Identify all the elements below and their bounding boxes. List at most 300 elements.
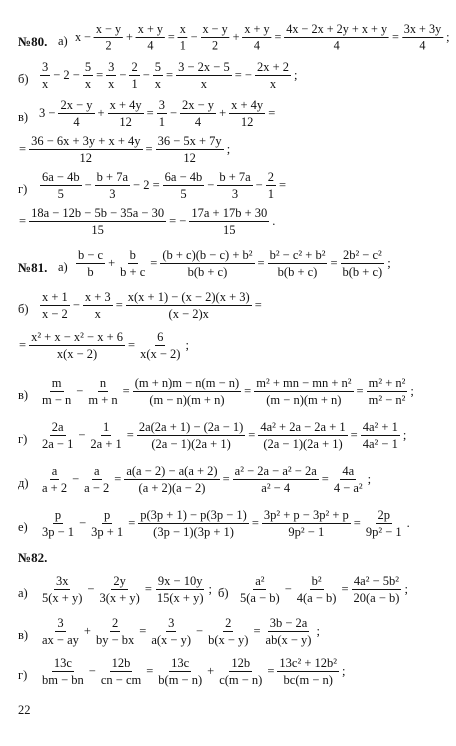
denominator: 2a + 1 xyxy=(90,437,122,451)
fraction xyxy=(137,420,245,451)
denominator: 4 xyxy=(253,38,261,53)
math-text: = xyxy=(122,384,130,398)
numerator: p xyxy=(104,508,111,522)
denominator: m + n xyxy=(88,393,118,407)
numerator: (b + c)(b − c) + b² xyxy=(162,248,253,262)
numerator: 4x − 2x + 2y + x + y xyxy=(286,22,388,37)
denominator: m² − n² xyxy=(368,393,406,407)
fraction xyxy=(233,464,319,495)
equation xyxy=(38,656,347,687)
math-text: = xyxy=(114,472,122,486)
math-text: = xyxy=(115,298,123,312)
math-text: − xyxy=(255,178,263,192)
denominator: x xyxy=(108,77,115,91)
fraction xyxy=(126,290,252,321)
numerator: b xyxy=(129,248,136,262)
numerator: 6a − 4b xyxy=(164,170,203,184)
numerator: 18a − 12b − 5b − 35a − 30 xyxy=(31,206,165,220)
fraction xyxy=(124,464,219,495)
denominator: 1 xyxy=(179,38,186,53)
numerator: b + 7a xyxy=(219,170,251,184)
part-label: г) xyxy=(18,182,28,196)
denominator: x xyxy=(200,77,208,91)
numerator: a xyxy=(51,464,58,478)
fraction xyxy=(155,574,206,605)
math-text: − xyxy=(207,178,215,192)
numerator: 6a − 4b xyxy=(42,170,80,184)
math-text: − xyxy=(119,68,127,82)
equation xyxy=(38,98,276,129)
math-text: − xyxy=(76,384,84,398)
denominator: 1 xyxy=(158,115,165,129)
fraction xyxy=(217,656,264,687)
fraction xyxy=(94,616,136,647)
denominator: 4 xyxy=(333,38,340,53)
part-label: в) xyxy=(18,388,29,402)
numerator: x + y xyxy=(244,22,270,37)
math-text: ; xyxy=(316,624,320,638)
numerator: 3b − 2a xyxy=(269,616,308,630)
math-text: = xyxy=(253,624,261,638)
math-text: − 2 = xyxy=(133,178,160,192)
math-text: + xyxy=(232,30,240,44)
equation xyxy=(38,290,263,321)
math-text: ; xyxy=(402,428,407,442)
part-label: в) xyxy=(18,628,29,642)
math-text: = − xyxy=(234,68,252,82)
denominator: 3 xyxy=(109,187,116,201)
fraction xyxy=(88,420,123,451)
fraction xyxy=(156,656,204,687)
math-text: = xyxy=(353,516,361,530)
numerator: x + 1 xyxy=(42,290,68,304)
denominator: 9p² − 1 xyxy=(288,525,325,539)
math-text: − xyxy=(142,68,150,82)
numerator: 3 xyxy=(158,98,165,112)
numerator: 3 xyxy=(168,616,175,630)
numerator: 3 xyxy=(108,60,115,74)
math-text: − xyxy=(78,428,86,442)
fraction xyxy=(176,60,232,91)
fraction xyxy=(217,170,252,201)
fraction xyxy=(136,22,165,52)
math-text: = xyxy=(19,142,27,156)
equation xyxy=(38,574,213,605)
denominator: b(b + c) xyxy=(277,265,318,279)
fraction xyxy=(163,170,205,201)
denominator: b(x − y) xyxy=(208,633,249,647)
equation xyxy=(38,420,407,451)
denominator: 5 xyxy=(57,187,64,201)
equation xyxy=(18,206,276,237)
numerator: a² xyxy=(255,574,265,588)
equation xyxy=(18,134,231,165)
denominator: 5 xyxy=(180,187,187,201)
numerator: m xyxy=(51,376,62,390)
fraction xyxy=(133,376,241,407)
denominator: 5(a − b) xyxy=(240,591,280,605)
fraction xyxy=(40,656,86,687)
denominator: 15 xyxy=(91,223,104,237)
math-text: + xyxy=(97,106,105,120)
numerator: n xyxy=(99,376,107,390)
fraction xyxy=(160,248,254,279)
denominator: ax − ay xyxy=(42,633,79,647)
fraction xyxy=(40,60,50,91)
denominator: 3p − 1 xyxy=(42,525,75,539)
denominator: 4 xyxy=(419,38,426,53)
denominator: 9p² − 1 xyxy=(365,525,402,539)
denominator: x(x − 2) xyxy=(56,347,98,361)
fraction xyxy=(83,290,113,321)
fraction xyxy=(268,248,328,279)
numerator: m² + n² xyxy=(368,376,406,390)
part-label: а) xyxy=(18,586,28,600)
denominator: (2a − 1)(2a + 1) xyxy=(263,437,343,451)
numerator: 4a² + 2a − 2a + 1 xyxy=(260,420,346,434)
fraction xyxy=(95,170,130,201)
numerator: 9x − 10y xyxy=(157,574,203,588)
numerator: 3x + 3y xyxy=(403,22,442,37)
math-text: = xyxy=(167,30,175,44)
denominator: (m − n)(m + n) xyxy=(266,393,342,407)
math-text: = xyxy=(278,178,287,192)
part-label: г) xyxy=(18,668,28,682)
numerator: x + 4y xyxy=(231,98,264,112)
math-text: . xyxy=(406,516,410,530)
denominator: bm − bn xyxy=(42,673,84,687)
denominator: b(b + c) xyxy=(187,265,228,279)
denominator: x − 2 xyxy=(42,307,68,321)
denominator: 4(a − b) xyxy=(296,591,337,605)
numerator: a² − 2a − a² − 2a xyxy=(234,464,317,478)
fraction xyxy=(40,508,76,539)
numerator: 36 − 6x + 3y + x + 4y xyxy=(31,134,141,148)
numerator: 4a² − 5b² xyxy=(353,574,400,588)
math-text: = xyxy=(166,68,174,82)
math-text: = xyxy=(254,298,262,312)
math-text: x − xyxy=(74,30,92,44)
numerator: (m + n)m − n(m − n) xyxy=(134,376,240,390)
denominator: a − 2 xyxy=(84,481,110,495)
denominator: a(x − y) xyxy=(151,633,192,647)
fraction xyxy=(262,508,351,539)
fraction xyxy=(361,420,400,451)
math-text: − xyxy=(79,516,87,530)
fraction xyxy=(82,464,111,495)
math-text: = xyxy=(19,214,27,228)
math-text: = xyxy=(145,142,153,156)
fraction xyxy=(364,508,404,539)
denominator: 12 xyxy=(79,151,93,165)
numerator: 3 − 2x − 5 xyxy=(178,60,230,74)
part-label: б) xyxy=(218,586,229,600)
denominator: m − n xyxy=(42,393,72,407)
denominator: c(m − n) xyxy=(219,673,263,687)
math-text: = − xyxy=(169,214,187,228)
math-text: ; xyxy=(226,142,231,156)
numerator: x xyxy=(179,22,186,37)
equation xyxy=(38,464,372,495)
equation xyxy=(74,22,450,52)
math-text: ; xyxy=(410,384,414,398)
problem-number: №80. xyxy=(18,34,48,49)
fraction xyxy=(108,98,144,129)
denominator: 1 xyxy=(131,77,138,91)
denominator: (a + 2)(a − 2) xyxy=(138,481,206,495)
math-text: 3 − xyxy=(39,106,56,120)
fraction xyxy=(99,656,143,687)
numerator: b² − c² + b² xyxy=(269,248,326,262)
denominator: 2 xyxy=(212,38,219,53)
numerator: x − y xyxy=(202,22,228,37)
math-text: = xyxy=(19,338,27,352)
fraction xyxy=(295,574,339,605)
denominator: 15 xyxy=(223,223,236,237)
fraction xyxy=(29,134,142,165)
numerator: x + 3 xyxy=(84,290,111,304)
denominator: 3(x + y) xyxy=(99,591,140,605)
math-text: ; xyxy=(294,68,298,82)
numerator: 3p² + p − 3p² + p xyxy=(263,508,349,522)
math-text: = xyxy=(128,516,136,530)
fraction xyxy=(40,376,73,407)
fraction xyxy=(238,574,282,605)
numerator: 12b xyxy=(231,656,251,670)
fraction xyxy=(58,98,94,129)
fraction xyxy=(277,656,339,687)
math-text: + xyxy=(83,624,91,638)
fraction xyxy=(189,206,269,237)
numerator: x(x + 1) − (x − 2)(x + 3) xyxy=(127,290,250,304)
math-text: = xyxy=(96,68,104,82)
numerator: 12b xyxy=(111,656,131,670)
denominator: 2a − 1 xyxy=(42,437,74,451)
math-text: = xyxy=(222,472,230,486)
denominator: x xyxy=(42,77,49,91)
fraction xyxy=(242,22,271,52)
denominator: b(b + c) xyxy=(342,265,383,279)
math-text: − xyxy=(284,582,292,596)
numerator: b² xyxy=(311,574,322,588)
numerator: b − c xyxy=(78,248,104,262)
math-text: = xyxy=(268,106,276,120)
denominator: 1 xyxy=(267,187,274,201)
fraction xyxy=(29,330,125,361)
math-text: − 2 − xyxy=(53,68,80,82)
numerator: 3 xyxy=(57,616,64,630)
numerator: 2 xyxy=(267,170,274,184)
fraction xyxy=(29,206,166,237)
fraction xyxy=(206,616,250,647)
equation xyxy=(38,508,411,539)
denominator: b(m − n) xyxy=(158,673,203,687)
fraction xyxy=(157,98,167,129)
numerator: 5 xyxy=(84,60,92,74)
numerator: 2 xyxy=(225,616,232,630)
equation xyxy=(38,616,321,647)
numerator: a xyxy=(93,464,100,478)
fraction xyxy=(40,170,82,201)
numerator: 2p xyxy=(377,508,390,522)
fraction xyxy=(284,22,389,52)
denominator: x xyxy=(269,77,277,91)
math-text: = xyxy=(146,106,154,120)
denominator: 12 xyxy=(240,115,254,129)
fraction xyxy=(106,60,116,91)
numerator: 3x xyxy=(55,574,69,588)
denominator: 15(x + y) xyxy=(156,591,204,605)
denominator: by − bx xyxy=(95,633,135,647)
fraction xyxy=(86,376,119,407)
math-text: ; xyxy=(387,256,391,270)
math-text: = xyxy=(150,256,158,270)
fraction xyxy=(40,290,70,321)
math-text: = xyxy=(251,516,259,530)
numerator: 6 xyxy=(157,330,164,344)
denominator: 4 xyxy=(73,115,80,129)
page-number: 22 xyxy=(18,703,31,717)
math-text: + xyxy=(108,256,116,270)
fraction xyxy=(180,98,216,129)
numerator: 1 xyxy=(102,420,110,434)
equation xyxy=(38,60,299,91)
math-text: = xyxy=(146,664,154,678)
math-text: = xyxy=(391,30,399,44)
numerator: 13c² + 12b² xyxy=(279,656,338,670)
denominator: 3p + 1 xyxy=(91,525,124,539)
fraction xyxy=(367,376,408,407)
equation xyxy=(38,170,287,201)
numerator: 3 xyxy=(42,60,49,74)
fraction xyxy=(138,508,249,539)
problem-number: №82. xyxy=(18,550,48,565)
part-label: б) xyxy=(18,72,29,86)
math-text: = xyxy=(267,664,275,678)
denominator: x xyxy=(154,77,162,91)
fraction xyxy=(266,170,276,201)
numerator: 36 − 5x + 7y xyxy=(157,134,222,148)
denominator: (m − n)(m + n) xyxy=(149,393,225,407)
numerator: p xyxy=(54,508,62,522)
denominator: 4 xyxy=(194,115,202,129)
numerator: 2 xyxy=(112,616,119,630)
numerator: 2x − y xyxy=(182,98,215,112)
math-text: ; xyxy=(446,30,450,44)
denominator: (2a − 1)(2a + 1) xyxy=(151,437,231,451)
fraction xyxy=(138,330,182,361)
numerator: 17a + 17b + 30 xyxy=(191,206,268,220)
denominator: 4 xyxy=(147,38,154,53)
denominator: x(x − 2) xyxy=(140,347,181,361)
fraction xyxy=(97,574,141,605)
numerator: x − y xyxy=(95,22,122,37)
denominator: 20(a − b) xyxy=(353,591,400,605)
equation xyxy=(236,574,409,605)
fraction xyxy=(83,60,93,91)
fraction xyxy=(118,248,147,279)
math-text: = xyxy=(330,256,338,270)
math-text: . xyxy=(272,214,276,228)
fraction xyxy=(40,420,75,451)
denominator: bc(m − n) xyxy=(283,673,333,687)
equation xyxy=(18,330,190,361)
fraction xyxy=(229,98,265,129)
denominator: (x − 2)x xyxy=(168,307,209,321)
fraction xyxy=(341,248,385,279)
math-text: − xyxy=(169,106,177,120)
math-text: + xyxy=(219,106,227,120)
denominator: 12 xyxy=(119,115,132,129)
math-text: = xyxy=(144,582,152,596)
numerator: 13c xyxy=(53,656,72,670)
numerator: m² + mn − mn + n² xyxy=(256,376,352,390)
math-text: − xyxy=(87,582,95,596)
numerator: a(a − 2) − a(a + 2) xyxy=(126,464,218,478)
numerator: 4a² + 1 xyxy=(362,420,398,434)
numerator: 2x − y xyxy=(60,98,93,112)
math-text: − xyxy=(190,30,198,44)
math-text: = xyxy=(257,256,265,270)
part-label: а) xyxy=(58,260,68,274)
fraction xyxy=(149,616,193,647)
fraction xyxy=(255,60,291,91)
part-label: д) xyxy=(18,476,29,490)
denominator: a² − 4 xyxy=(261,481,291,495)
math-text: ; xyxy=(367,472,372,486)
math-text: = xyxy=(139,624,147,638)
numerator: 2a xyxy=(51,420,64,434)
math-text: = xyxy=(126,428,134,442)
math-text: ; xyxy=(404,582,408,596)
denominator: x xyxy=(84,77,92,91)
math-text: = xyxy=(356,384,364,398)
numerator: 2x + 2 xyxy=(256,60,290,74)
part-label: е) xyxy=(18,520,28,534)
math-text: = xyxy=(341,582,349,596)
fraction xyxy=(40,574,84,605)
denominator: 4 − a² xyxy=(333,481,363,495)
fraction xyxy=(40,464,69,495)
math-text: ; xyxy=(185,338,189,352)
numerator: 2 xyxy=(131,60,138,74)
numerator: 4a xyxy=(342,464,355,478)
math-text: = xyxy=(274,30,282,44)
numerator: 2a(2a + 1) − (2a − 1) xyxy=(138,420,244,434)
math-text: = xyxy=(350,428,358,442)
math-text: − xyxy=(84,178,92,192)
denominator: ab(x − y) xyxy=(265,633,312,647)
part-label: а) xyxy=(58,34,68,48)
fraction xyxy=(76,248,105,279)
math-text: − xyxy=(88,664,96,678)
fraction xyxy=(332,464,365,495)
math-text: − xyxy=(72,298,80,312)
math-text: + xyxy=(126,30,133,44)
denominator: a + 2 xyxy=(42,481,68,495)
fraction xyxy=(89,508,125,539)
fraction xyxy=(258,420,347,451)
fraction xyxy=(94,22,123,52)
fraction xyxy=(254,376,353,407)
fraction xyxy=(40,616,81,647)
math-text: ; xyxy=(208,582,212,596)
fraction xyxy=(129,60,139,91)
fraction xyxy=(156,134,224,165)
fraction xyxy=(201,22,230,52)
numerator: 2y xyxy=(113,574,126,588)
denominator: b + c xyxy=(120,265,146,279)
